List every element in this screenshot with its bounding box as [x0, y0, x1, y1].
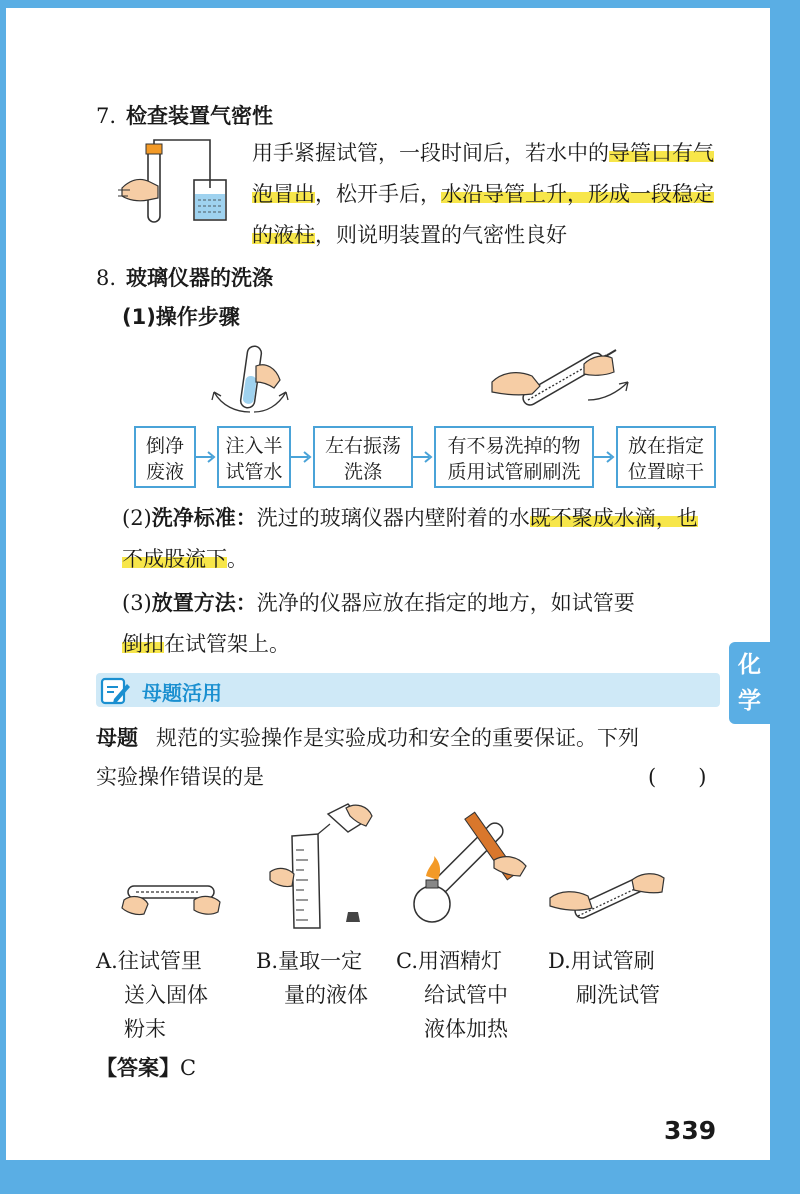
- edit-note-icon: [98, 673, 132, 707]
- flow-step-2: 注入半 试管水: [217, 426, 291, 488]
- option-c-illustration: [402, 810, 538, 934]
- banner-title: 母题活用: [142, 681, 222, 705]
- answer-bracket: ( ): [648, 765, 707, 789]
- answer-line: [96, 1048, 196, 1089]
- flow-arrow-icon: [413, 450, 434, 464]
- step-2-line-1: (2)洗净标准：洗过的玻璃仪器内壁附着的水既不聚成水滴，也: [122, 506, 698, 530]
- step-2-label: 洗净标准：: [151, 506, 257, 530]
- answer-label: 【答案】: [96, 1056, 180, 1080]
- section-7-number: 7.: [96, 104, 117, 128]
- option-b[interactable]: B.量取一定 量的液体: [256, 949, 368, 1007]
- section-7-line-1: 用手紧握试管，一段时间后，若水中的导管口有气: [252, 141, 714, 165]
- subject-tab[interactable]: 化 学: [729, 642, 770, 724]
- highlight-bubbles: 导管口有气: [609, 141, 714, 165]
- option-b-illustration: [268, 800, 376, 932]
- section-7-line-2: 泡冒出，松开手后，水沿导管上升，形成一段稳定: [252, 182, 714, 206]
- question-line-2: 实验操作错误的是: [96, 765, 264, 789]
- step-3-line-1: (3)放置方法：洗净的仪器应放在指定的地方，如试管要: [122, 591, 635, 615]
- section-8-heading: [96, 262, 273, 292]
- section-8-title: 玻璃仪器的洗涤: [126, 266, 274, 290]
- option-c[interactable]: C.用酒精灯 给试管中 液体加热: [396, 949, 508, 1041]
- question-label: 母题: [96, 726, 138, 750]
- option-a-illustration: [118, 872, 224, 932]
- section-7-title: 检查装置气密性: [126, 104, 274, 128]
- flow-step-3: 左右振荡 洗涤: [313, 426, 413, 488]
- flow-arrow-icon: [594, 450, 616, 464]
- flow-step-4: 有不易洗掉的物 质用试管刷刷洗: [434, 426, 594, 488]
- section-7-line-3: 的液柱，则说明装置的气密性良好: [252, 223, 567, 247]
- section-8-number: 8.: [96, 266, 117, 290]
- flow-step-5: 放在指定 位置晾干: [616, 426, 716, 488]
- option-d[interactable]: D.用试管刷 刷洗试管: [548, 949, 660, 1007]
- flow-arrow-icon: [196, 450, 217, 464]
- airtightness-check-illustration: [118, 138, 233, 228]
- answer-value: C: [180, 1056, 197, 1080]
- flow-step-1: 倒净 废液: [134, 426, 196, 488]
- step-2-line-2: 不成股流下。: [122, 547, 248, 571]
- step-3-label: 放置方法：: [151, 591, 257, 615]
- page-frame-top: [0, 0, 800, 8]
- section-7-heading: [96, 100, 273, 130]
- shaking-tube-illustration: [210, 342, 290, 420]
- option-a[interactable]: A.往试管里 送入固体 粉末: [96, 949, 208, 1041]
- brushing-tube-illustration: [488, 342, 648, 422]
- flow-arrow-icon: [291, 450, 313, 464]
- page-number: 339: [664, 1116, 717, 1145]
- step-3-line-2: 倒扣在试管架上。: [122, 632, 290, 656]
- option-d-illustration: [548, 862, 674, 932]
- question-line-1: 母题 规范的实验操作是实验成功和安全的重要保证。下列: [96, 726, 639, 750]
- page-frame-bottom: [0, 1160, 800, 1194]
- step-1-label: (1)操作步骤: [122, 305, 240, 329]
- page-frame-right: [770, 0, 800, 1194]
- highlight-water-column: 水沿导管上升，形成一段稳定: [441, 182, 714, 206]
